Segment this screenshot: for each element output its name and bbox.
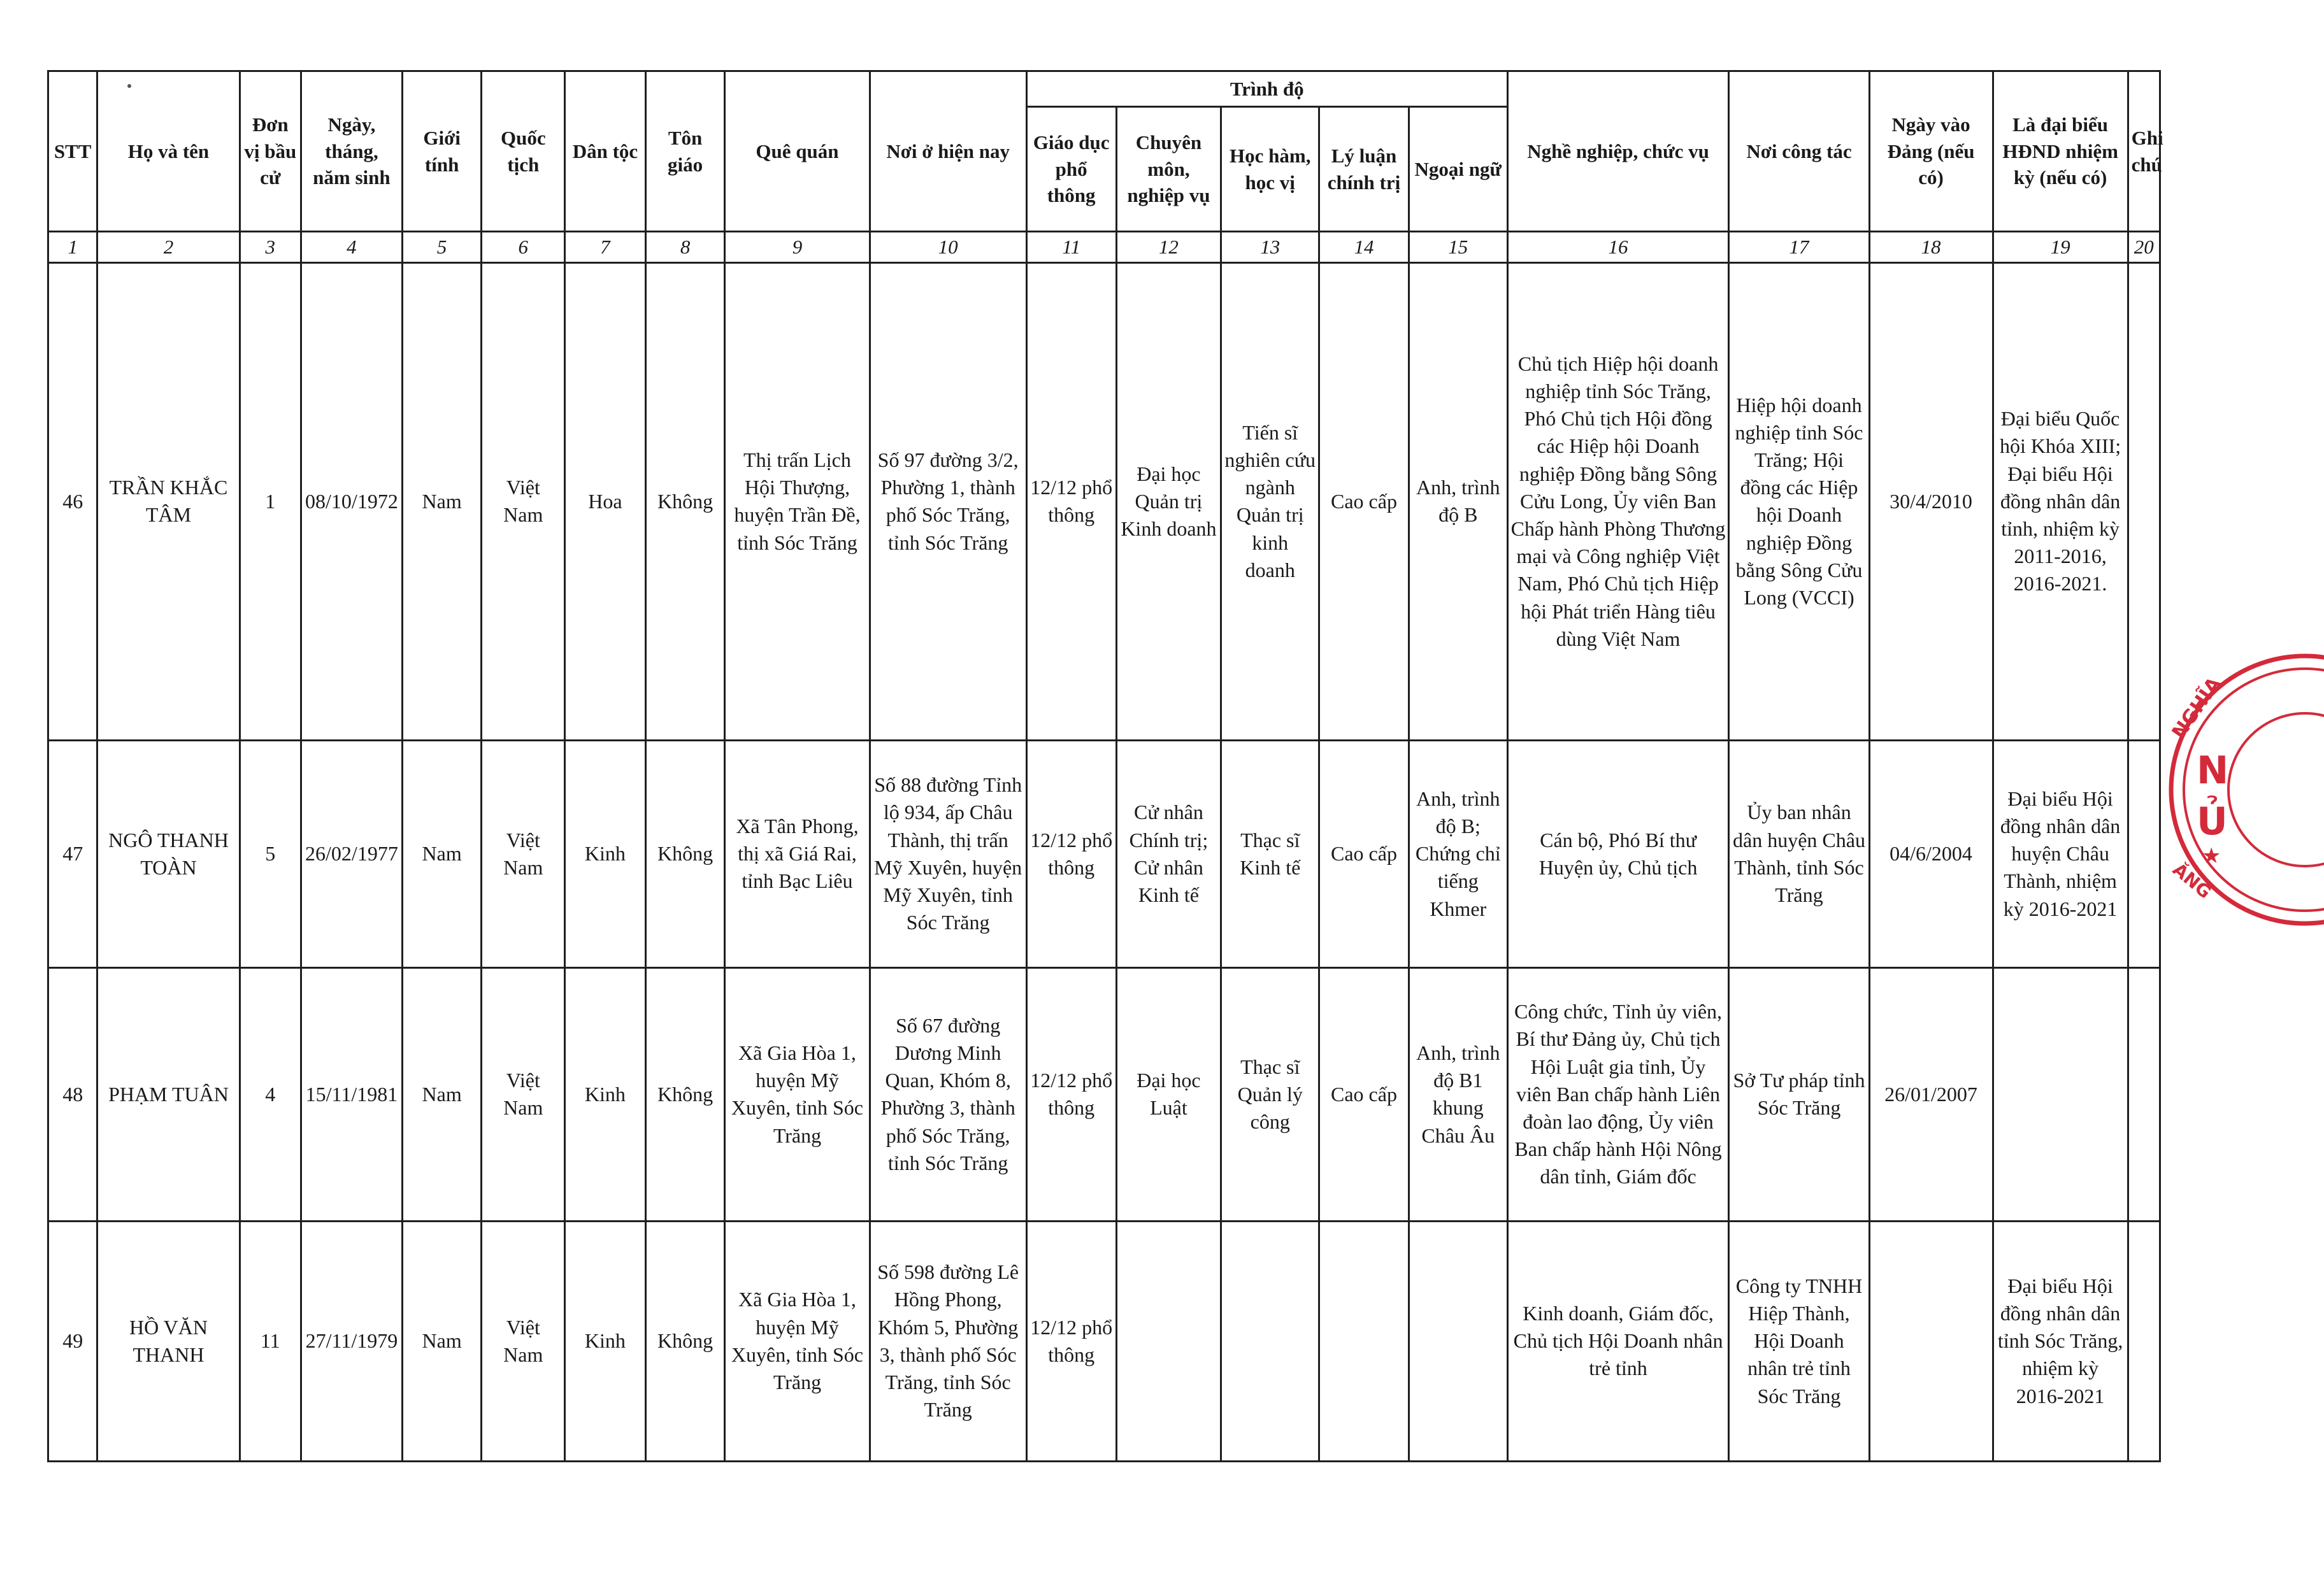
cell-nationality: Việt Nam [482,1221,565,1461]
cell-political-theory: Cao cấp [1319,262,1409,740]
cell-party-date: 26/01/2007 [1869,967,1993,1221]
column-number: 11 [1026,232,1116,263]
cell-foreign-language: Anh, trình độ B [1409,262,1507,740]
cell-gender: Nam [402,1221,482,1461]
cell-notes [2128,967,2160,1221]
cell-general-education: 12/12 phổ thông [1026,967,1116,1221]
cell-district: 4 [240,967,301,1221]
col-header-district: Đơn vị bầu cử [240,71,301,232]
column-number: 6 [482,232,565,263]
column-number: 8 [645,232,725,263]
cell-stt: 49 [48,1221,97,1461]
cell-degree: Tiến sĩ nghiên cứu ngành Quản trị kinh doanh [1221,262,1319,740]
col-header-birthdate: Ngày, tháng, năm sinh [301,71,403,232]
cell-birthdate: 27/11/1979 [301,1221,403,1461]
cell-council-member [1993,967,2128,1221]
col-header-religion: Tôn giáo [645,71,725,232]
cell-occupation: Chủ tịch Hiệp hội doanh nghiệp tỉnh Sóc Trăng, Phó Chủ tịch Hội đồng các Hiệp hội Doanh nghiệp Đồng bằng Sông Cửu Long, Ủy viên Ban Chấp hành Phòng Thương mại và Công nghiệp Việt Nam, Phó Chủ tịch Hiệp hội Phát triển Hàng tiêu dùng Việt Nam [1507,262,1729,740]
cell-degree: Thạc sĩ Kinh tế [1221,740,1319,967]
column-number-row [48,232,2160,263]
column-number: 9 [725,232,870,263]
cell-degree [1221,1221,1319,1461]
col-header-education-group: Trình độ [1026,71,1507,107]
cell-party-date [1869,1221,1993,1461]
column-number: 5 [402,232,482,263]
cell-notes [2128,1221,2160,1461]
cell-stt: 47 [48,740,97,967]
col-header-gender: Giới tính [402,71,482,232]
cell-ethnicity: Hoa [565,262,646,740]
svg-text:ĂNG: ĂNG [2169,859,2216,903]
cell-specialty [1116,1221,1221,1461]
cell-gender: Nam [402,967,482,1221]
cell-degree: Thạc sĩ Quản lý công [1221,967,1319,1221]
table-row [48,262,2160,740]
cell-gender: Nam [402,740,482,967]
col-header-nationality: Quốc tịch [482,71,565,232]
cell-specialty: Đại học Quản trị Kinh doanh [1116,262,1221,740]
cell-birthdate: 08/10/1972 [301,262,403,740]
cell-notes [2128,262,2160,740]
cell-name: PHẠM TUÂN [97,967,240,1221]
cell-nationality: Việt Nam [482,967,565,1221]
cell-stt: 46 [48,262,97,740]
cell-hometown: Thị trấn Lịch Hội Thượng, huyện Trần Đề, tỉnh Sóc Trăng [725,262,870,740]
cell-general-education: 12/12 phổ thông [1026,740,1116,967]
cell-birthdate: 15/11/1981 [301,967,403,1221]
cell-council-member: Đại biểu Hội đồng nhân dân tỉnh Sóc Trăng, nhiệm kỳ 2016-2021 [1993,1221,2128,1461]
official-seal [2158,643,2229,936]
cell-foreign-language: Anh, trình độ B; Chứng chỉ tiếng Khmer [1409,740,1507,967]
column-number: 7 [565,232,646,263]
col-header-ethnicity: Dân tộc [565,71,646,232]
cell-birthdate: 26/02/1977 [301,740,403,967]
column-number: 15 [1409,232,1507,263]
cell-political-theory: Cao cấp [1319,740,1409,967]
column-number: 20 [2128,232,2160,263]
cell-council-member: Đại biểu Quốc hội Khóa XIII; Đại biểu Hội đồng nhân dân tỉnh, nhiệm kỳ 2011-2016, 2016-2021. [1993,262,2128,740]
column-number: 17 [1729,232,1869,263]
cell-political-theory [1319,1221,1409,1461]
cell-name: TRẦN KHẮC TÂM [97,262,240,740]
col-header-political-theory: Lý luận chính trị [1319,107,1409,232]
cell-religion: Không [645,740,725,967]
col-header-degree: Học hàm, học vị [1221,107,1319,232]
col-header-name: Họ và tên [97,71,240,232]
cell-occupation: Kinh doanh, Giám đốc, Chủ tịch Hội Doanh nhân trẻ tỉnh [1507,1221,1729,1461]
col-header-occupation: Nghề nghiệp, chức vụ [1507,71,1729,232]
svg-text:Ủ: Ủ [2197,799,2228,844]
svg-text:NGHĨA: NGHĨA [2167,673,2226,743]
column-number: 18 [1869,232,1993,263]
cell-party-date: 04/6/2004 [1869,740,1993,967]
svg-text:★: ★ [2202,843,2221,869]
cell-stt: 48 [48,967,97,1221]
cell-district: 11 [240,1221,301,1461]
cell-occupation: Cán bộ, Phó Bí thư Huyện ủy, Chủ tịch [1507,740,1729,967]
table-row [48,1221,2160,1461]
table-row [48,967,2160,1221]
cell-nationality: Việt Nam [482,740,565,967]
column-number: 3 [240,232,301,263]
cell-religion: Không [645,1221,725,1461]
cell-name: NGÔ THANH TOÀN [97,740,240,967]
cell-foreign-language: Anh, trình độ B1 khung Châu Âu [1409,967,1507,1221]
column-number: 10 [870,232,1026,263]
cell-residence: Số 97 đường 3/2, Phường 1, thành phố Sóc Trăng, tỉnh Sóc Trăng [870,262,1026,740]
column-number: 1 [48,232,97,263]
cell-residence: Số 67 đường Dương Minh Quan, Khóm 8, Phường 3, thành phố Sóc Trăng, tỉnh Sóc Trăng [870,967,1026,1221]
header-row-top [48,71,2160,107]
cell-religion: Không [645,262,725,740]
cell-religion: Không [645,967,725,1221]
cell-hometown: Xã Gia Hòa 1, huyện Mỹ Xuyên, tỉnh Sóc Trăng [725,1221,870,1461]
cell-gender: Nam [402,262,482,740]
cell-specialty: Cử nhân Chính trị; Cử nhân Kinh tế [1116,740,1221,967]
column-number: 2 [97,232,240,263]
col-header-residence: Nơi ở hiện nay [870,71,1026,232]
cell-workplace: Công ty TNHH Hiệp Thành, Hội Doanh nhân trẻ tỉnh Sóc Trăng [1729,1221,1869,1461]
cell-workplace: Hiệp hội doanh nghiệp tỉnh Sóc Trăng; Hội đồng các Hiệp hội Doanh nghiệp Đồng bằng Sông Cửu Long (VCCI) [1729,262,1869,740]
column-number: 4 [301,232,403,263]
cell-party-date: 30/4/2010 [1869,262,1993,740]
column-number: 13 [1221,232,1319,263]
cell-political-theory: Cao cấp [1319,967,1409,1221]
column-number: 12 [1116,232,1221,263]
col-header-foreign-language: Ngoại ngữ [1409,107,1507,232]
col-header-party-date: Ngày vào Đảng (nếu có) [1869,71,1993,232]
cell-hometown: Xã Gia Hòa 1, huyện Mỹ Xuyên, tỉnh Sóc Trăng [725,967,870,1221]
cell-hometown: Xã Tân Phong, thị xã Giá Rai, tỉnh Bạc Liêu [725,740,870,967]
cell-ethnicity: Kinh [565,740,646,967]
cell-residence: Số 88 đường Tỉnh lộ 934, ấp Châu Thành, thị trấn Mỹ Xuyên, huyện Mỹ Xuyên, tỉnh Sóc Trăng [870,740,1026,967]
column-number: 16 [1507,232,1729,263]
cell-foreign-language [1409,1221,1507,1461]
cell-general-education: 12/12 phổ thông [1026,1221,1116,1461]
candidate-table [47,70,2161,1462]
cell-general-education: 12/12 phổ thông [1026,262,1116,740]
col-header-stt: STT [48,71,97,232]
cell-district: 5 [240,740,301,967]
cell-workplace: Ủy ban nhân dân huyện Châu Thành, tỉnh Sóc Trăng [1729,740,1869,967]
table-row [48,740,2160,967]
cell-workplace: Sở Tư pháp tỉnh Sóc Trăng [1729,967,1869,1221]
column-number: 14 [1319,232,1409,263]
column-number: 19 [1993,232,2128,263]
cell-specialty: Đại học Luật [1116,967,1221,1221]
cell-ethnicity: Kinh [565,967,646,1221]
col-header-notes: Ghi chú [2128,71,2160,232]
cell-notes [2128,740,2160,967]
col-header-workplace: Nơi công tác [1729,71,1869,232]
cell-ethnicity: Kinh [565,1221,646,1461]
col-header-specialty: Chuyên môn, nghiệp vụ [1116,107,1221,232]
col-header-council-member: Là đại biểu HĐND nhiệm kỳ (nếu có) [1993,71,2128,232]
col-header-hometown: Quê quán [725,71,870,232]
cell-residence: Số 598 đường Lê Hồng Phong, Khóm 5, Phường 3, thành phố Sóc Trăng, tỉnh Sóc Trăng [870,1221,1026,1461]
svg-text:N: N [2197,748,2229,793]
cell-district: 1 [240,262,301,740]
cell-occupation: Công chức, Tỉnh ủy viên, Bí thư Đảng ủy, Chủ tịch Hội Luật gia tỉnh, Ủy viên Ban chấp hành Liên đoàn lao động, Ủy viên Ban chấp hành Hội Nông dân tỉnh, Giám đốc [1507,967,1729,1221]
cell-council-member: Đại biểu Hội đồng nhân dân huyện Châu Thành, nhiệm kỳ 2016-2021 [1993,740,2128,967]
cell-nationality: Việt Nam [482,262,565,740]
col-header-general-education: Giáo dục phổ thông [1026,107,1116,232]
cell-name: HỒ VĂN THANH [97,1221,240,1461]
